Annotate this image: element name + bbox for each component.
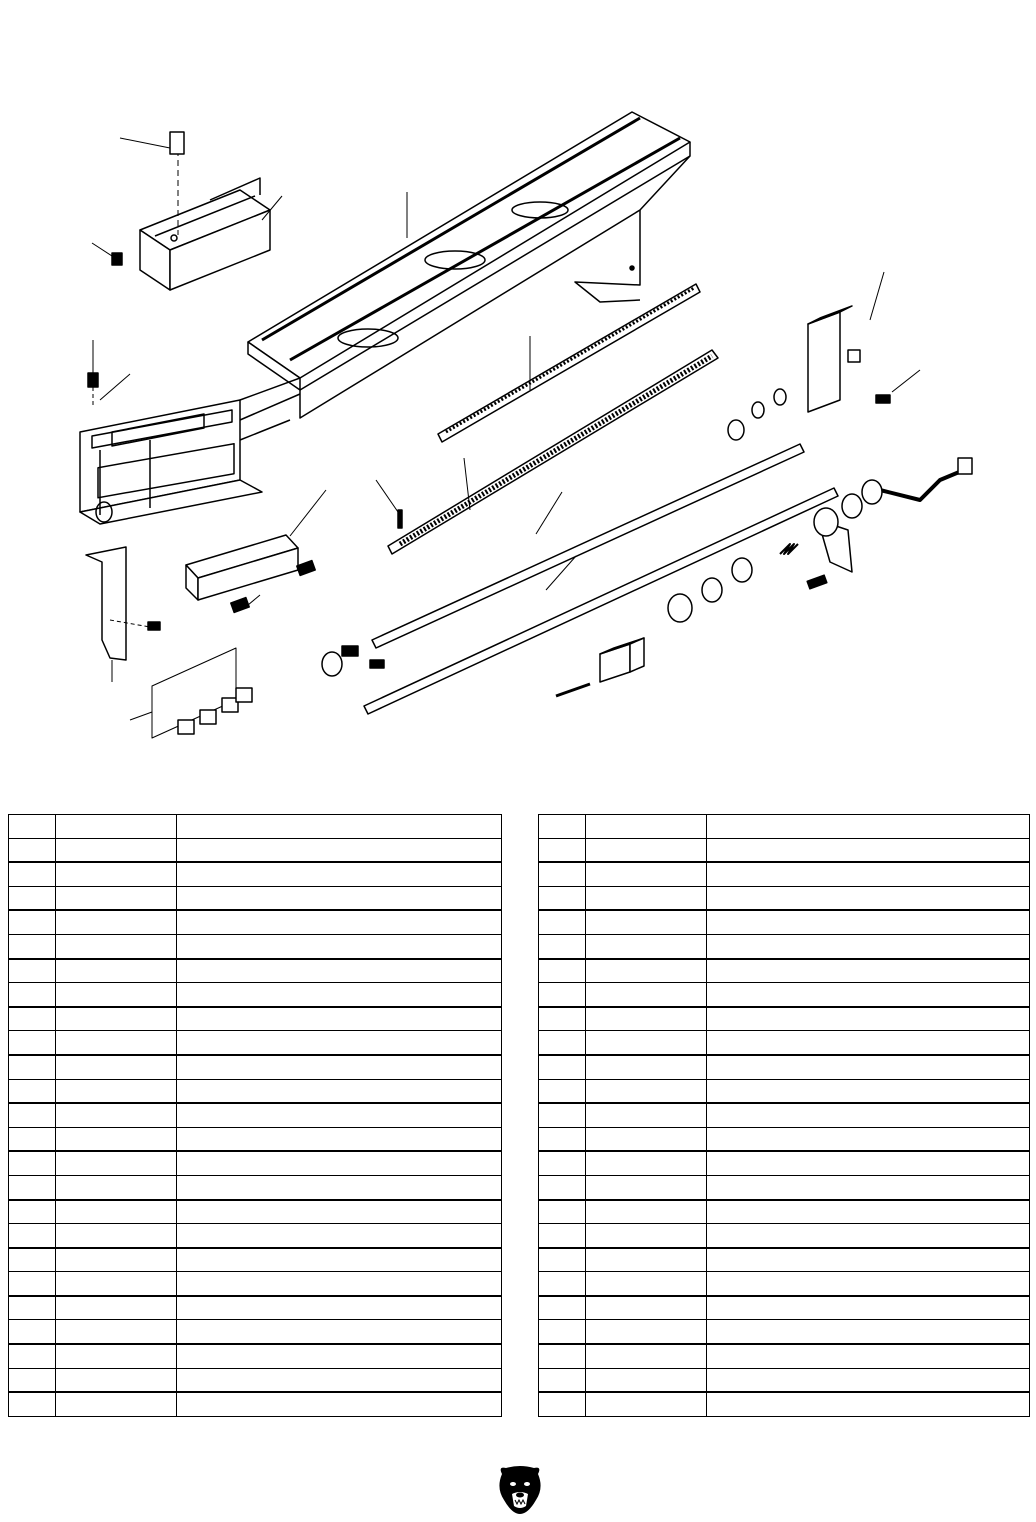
left-ref-cell [9, 1007, 56, 1031]
right-description-cell [707, 815, 1030, 839]
right-ref-cell [539, 838, 586, 862]
left-ref-cell [9, 838, 56, 862]
table-row [9, 1151, 502, 1175]
crank-handle [842, 458, 972, 518]
table-row [9, 1344, 502, 1368]
left-description-cell [177, 1079, 502, 1103]
right-description-cell [707, 1200, 1030, 1224]
table-row [9, 1127, 502, 1151]
left-description-cell [177, 1344, 502, 1368]
table-row [9, 1103, 502, 1127]
apron-bracket [807, 508, 852, 589]
right-part-number-cell [586, 1175, 707, 1199]
spring [780, 544, 798, 554]
left-part-number-cell [56, 1344, 177, 1368]
right-description-cell [707, 886, 1030, 910]
collars [728, 389, 786, 440]
right-ref-cell [539, 1272, 586, 1296]
right-ref-cell [539, 1296, 586, 1320]
left-description-cell [177, 983, 502, 1007]
left-ref-cell [9, 1296, 56, 1320]
chip-tray [186, 490, 326, 600]
left-description-cell [177, 815, 502, 839]
right-part-number-cell [586, 1007, 707, 1031]
left-description-cell [177, 1392, 502, 1416]
right-part-number-cell [586, 862, 707, 886]
end-bracket [808, 272, 920, 412]
right-part-number-cell [586, 1103, 707, 1127]
right-description-cell [707, 1320, 1030, 1344]
right-description-cell [707, 1127, 1030, 1151]
table-row [539, 1224, 1030, 1248]
left-description-cell [177, 1103, 502, 1127]
left-ref-cell [9, 1368, 56, 1392]
right-ref-cell [539, 1103, 586, 1127]
left-description-cell [177, 1151, 502, 1175]
table-row [539, 934, 1030, 958]
table-row [539, 1320, 1030, 1344]
table-row [9, 1175, 502, 1199]
right-ref-cell [539, 1151, 586, 1175]
right-description-cell [707, 1055, 1030, 1079]
left-description-cell [177, 934, 502, 958]
left-ref-cell [9, 1127, 56, 1151]
left-description-cell [177, 1175, 502, 1199]
table-row [9, 1055, 502, 1079]
right-description-cell [707, 959, 1030, 983]
right-description-cell [707, 862, 1030, 886]
left-ref-cell [9, 1272, 56, 1296]
table-row [539, 1368, 1030, 1392]
table-row [9, 910, 502, 934]
right-ref-cell [539, 1200, 586, 1224]
right-part-number-cell [586, 910, 707, 934]
table-row [9, 1248, 502, 1272]
table-row [539, 1055, 1030, 1079]
parts-table-left [8, 814, 502, 1417]
table-row [9, 934, 502, 958]
left-part-number-cell [56, 1007, 177, 1031]
right-ref-cell [539, 815, 586, 839]
right-part-number-cell [586, 934, 707, 958]
carriage-block [92, 132, 282, 290]
table-row [539, 1127, 1030, 1151]
left-ref-cell [9, 983, 56, 1007]
left-part-number-cell [56, 1368, 177, 1392]
table-row [539, 815, 1030, 839]
right-ref-cell [539, 1055, 586, 1079]
right-part-number-cell [586, 1151, 707, 1175]
left-part-number-cell [56, 1031, 177, 1055]
left-description-cell [177, 1031, 502, 1055]
table-row [9, 1224, 502, 1248]
right-description-cell [707, 1151, 1030, 1175]
table-row [539, 910, 1030, 934]
table-row [539, 1151, 1030, 1175]
lead-screw [388, 350, 718, 554]
right-description-cell [707, 1248, 1030, 1272]
right-ref-cell [539, 1127, 586, 1151]
bear-head-icon [496, 1464, 544, 1516]
left-description-cell [177, 1320, 502, 1344]
left-description-cell [177, 1007, 502, 1031]
right-description-cell [707, 1175, 1030, 1199]
right-ref-cell [539, 1224, 586, 1248]
left-ref-cell [9, 1151, 56, 1175]
table-row [539, 1079, 1030, 1103]
left-part-number-cell [56, 1103, 177, 1127]
parts-table-right [538, 814, 1030, 1417]
right-ref-cell [539, 1079, 586, 1103]
left-part-number-cell [56, 1296, 177, 1320]
headstock-leg [80, 378, 300, 524]
table-row [9, 1031, 502, 1055]
table-row [539, 959, 1030, 983]
right-description-cell [707, 1344, 1030, 1368]
right-ref-cell [539, 959, 586, 983]
right-part-number-cell [586, 1392, 707, 1416]
left-description-cell [177, 862, 502, 886]
left-ref-cell [9, 1055, 56, 1079]
left-part-number-cell [56, 983, 177, 1007]
table-row [9, 1007, 502, 1031]
left-ref-cell [9, 959, 56, 983]
right-ref-cell [539, 1248, 586, 1272]
right-part-number-cell [586, 1248, 707, 1272]
right-description-cell [707, 1007, 1030, 1031]
right-description-cell [707, 1224, 1030, 1248]
left-part-number-cell [56, 959, 177, 983]
right-ref-cell [539, 1344, 586, 1368]
right-part-number-cell [586, 1200, 707, 1224]
feed-rod-upper [372, 444, 804, 648]
guard-plate [86, 547, 160, 682]
right-part-number-cell [586, 1320, 707, 1344]
table-row [9, 959, 502, 983]
table-row [9, 1079, 502, 1103]
left-ref-cell [9, 1344, 56, 1368]
right-ref-cell [539, 1175, 586, 1199]
table-row [9, 838, 502, 862]
table-row [539, 1200, 1030, 1224]
right-description-cell [707, 1392, 1030, 1416]
knob-set [130, 648, 252, 738]
right-part-number-cell [586, 815, 707, 839]
left-ref-cell [9, 1224, 56, 1248]
left-collar [322, 646, 384, 676]
left-ref-cell [9, 1392, 56, 1416]
lathe-bed [248, 112, 690, 418]
right-ref-cell [539, 1392, 586, 1416]
right-description-cell [707, 1079, 1030, 1103]
cap-screw-left [88, 340, 130, 408]
left-ref-cell [9, 1031, 56, 1055]
left-part-number-cell [56, 934, 177, 958]
left-ref-cell [9, 862, 56, 886]
right-ref-cell [539, 886, 586, 910]
table-row [539, 1175, 1030, 1199]
right-ref-cell [539, 1368, 586, 1392]
right-part-number-cell [586, 838, 707, 862]
left-part-number-cell [56, 1248, 177, 1272]
left-part-number-cell [56, 1055, 177, 1079]
left-part-number-cell [56, 1392, 177, 1416]
table-row [539, 862, 1030, 886]
table-row [539, 838, 1030, 862]
left-ref-cell [9, 1175, 56, 1199]
table-row [539, 983, 1030, 1007]
left-ref-cell [9, 934, 56, 958]
left-part-number-cell [56, 886, 177, 910]
table-row [9, 1320, 502, 1344]
table-row [9, 815, 502, 839]
table-row [539, 1248, 1030, 1272]
table-row [9, 1200, 502, 1224]
left-part-number-cell [56, 838, 177, 862]
left-description-cell [177, 1127, 502, 1151]
left-part-number-cell [56, 1320, 177, 1344]
left-ref-cell [9, 1248, 56, 1272]
table-row [9, 1272, 502, 1296]
table-row [539, 1344, 1030, 1368]
left-part-number-cell [56, 1200, 177, 1224]
table-row [9, 983, 502, 1007]
left-part-number-cell [56, 1079, 177, 1103]
right-description-cell [707, 1103, 1030, 1127]
left-part-number-cell [56, 1175, 177, 1199]
right-ref-cell [539, 934, 586, 958]
right-part-number-cell [586, 1344, 707, 1368]
left-ref-cell [9, 1079, 56, 1103]
right-description-cell [707, 1296, 1030, 1320]
pin [376, 480, 402, 528]
table-row [539, 1103, 1030, 1127]
table-row [9, 1392, 502, 1416]
table-row [9, 1296, 502, 1320]
left-part-number-cell [56, 1127, 177, 1151]
right-ref-cell [539, 910, 586, 934]
exploded-parts-diagram [0, 60, 1036, 760]
right-ref-cell [539, 1031, 586, 1055]
left-description-cell [177, 886, 502, 910]
right-ref-cell [539, 1320, 586, 1344]
right-part-number-cell [586, 983, 707, 1007]
left-part-number-cell [56, 862, 177, 886]
left-description-cell [177, 1296, 502, 1320]
left-part-number-cell [56, 910, 177, 934]
left-description-cell [177, 838, 502, 862]
left-description-cell [177, 1368, 502, 1392]
left-description-cell [177, 1272, 502, 1296]
right-part-number-cell [586, 1031, 707, 1055]
right-part-number-cell [586, 1296, 707, 1320]
left-ref-cell [9, 1320, 56, 1344]
left-description-cell [177, 959, 502, 983]
table-row [539, 1296, 1030, 1320]
left-part-number-cell [56, 815, 177, 839]
left-ref-cell [9, 1103, 56, 1127]
left-description-cell [177, 910, 502, 934]
left-part-number-cell [56, 1151, 177, 1175]
right-description-cell [707, 934, 1030, 958]
table-row [539, 1031, 1030, 1055]
table-row [9, 862, 502, 886]
table-row [539, 1392, 1030, 1416]
table-row [9, 1368, 502, 1392]
right-part-number-cell [586, 1272, 707, 1296]
left-ref-cell [9, 886, 56, 910]
right-description-cell [707, 838, 1030, 862]
small-block [556, 638, 644, 696]
right-part-number-cell [586, 1127, 707, 1151]
left-ref-cell [9, 1200, 56, 1224]
right-description-cell [707, 1368, 1030, 1392]
right-description-cell [707, 910, 1030, 934]
table-row [539, 886, 1030, 910]
right-description-cell [707, 1031, 1030, 1055]
left-part-number-cell [56, 1224, 177, 1248]
right-part-number-cell [586, 1055, 707, 1079]
left-ref-cell [9, 910, 56, 934]
right-part-number-cell [586, 886, 707, 910]
right-ref-cell [539, 983, 586, 1007]
right-description-cell [707, 983, 1030, 1007]
rack [438, 284, 700, 442]
right-part-number-cell [586, 1079, 707, 1103]
table-row [9, 886, 502, 910]
right-ref-cell [539, 1007, 586, 1031]
right-description-cell [707, 1272, 1030, 1296]
table-row [539, 1272, 1030, 1296]
left-description-cell [177, 1224, 502, 1248]
right-ref-cell [539, 862, 586, 886]
right-part-number-cell [586, 1368, 707, 1392]
left-description-cell [177, 1248, 502, 1272]
left-ref-cell [9, 815, 56, 839]
table-row [539, 1007, 1030, 1031]
left-description-cell [177, 1200, 502, 1224]
right-part-number-cell [586, 1224, 707, 1248]
left-description-cell [177, 1055, 502, 1079]
left-part-number-cell [56, 1272, 177, 1296]
right-part-number-cell [586, 959, 707, 983]
